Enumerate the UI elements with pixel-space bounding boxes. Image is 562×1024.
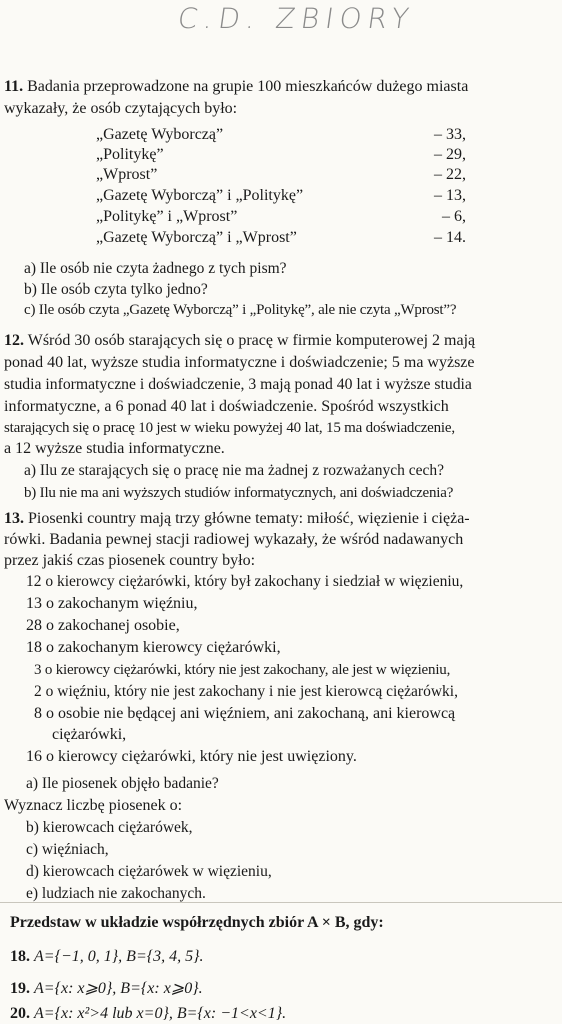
task-13-question-d: d) kierowcach ciężarówek w więzieniu, (26, 863, 272, 880)
journal-count: – 14. (434, 229, 466, 246)
song-item-continuation: ciężarówki, (52, 726, 127, 743)
task-13-number: 13. (4, 510, 24, 527)
song-item: 28 o zakochanej osobie, (26, 617, 180, 634)
task-20-number: 20. (10, 1005, 30, 1022)
task-12-number: 12. (4, 332, 24, 349)
journal-name: „Wprost” (96, 166, 158, 183)
task-11-line-2: wykazały, że osób czytających było: (4, 100, 238, 117)
task-13-instruction: Wyznacz liczbę piosenek o: (4, 797, 183, 814)
task-13-question-e: e) ludziach nie zakochanych. (26, 885, 206, 902)
task-11-question-a: a) Ile osób nie czyta żadnego z tych pism? (24, 260, 287, 277)
journal-name: „Politykę” i „Wprost” (96, 208, 238, 225)
task-12-question-a: a) Ilu ze starających się o pracę nie ma żadnej z rozważanych cech? (24, 462, 444, 479)
section-heading: Przedstaw w układzie współrzędnych zbiór A × B, gdy: (10, 914, 384, 931)
task-20 (10, 1005, 286, 1023)
task-13-line-2: rówki. Badania pewnej stacji radiowej wykazały, że wśród nadawanych (4, 531, 464, 548)
task-13-line-3: przez jakiś czas piosenek country było: (4, 552, 256, 569)
task-11-text: Badania przeprowadzone na grupie 100 mieszkańców dużego miasta (27, 78, 469, 95)
task-12-line-6: a 12 wyższe studia informatyczne. (4, 440, 225, 457)
song-item: 18 o zakochanym kierowcy ciężarówki, (26, 639, 281, 656)
journal-count: – 13, (434, 187, 466, 204)
song-item: 16 o kierowcy ciężarówki, który nie jest uwięziony. (26, 748, 357, 765)
journal-count: – 22, (434, 166, 466, 183)
task-13-text: Piosenki country mają trzy główne tematy: miłość, więzienie i cięża- (28, 510, 470, 527)
song-item: 13 o zakochanym więźniu, (26, 595, 198, 612)
task-18-text: A={−1, 0, 1}, B={3, 4, 5}. (34, 948, 204, 965)
task-12-text: Wśród 30 osób starających się o pracę w firmie komputerowej 2 mają (27, 332, 476, 349)
handwritten-note: C.D. ZBIORY (175, 2, 417, 35)
task-20-text: A={x: x²>4 lub x=0}, B={x: −1<x<1}. (34, 1005, 287, 1022)
task-19 (10, 978, 203, 998)
task-18-number: 18. (10, 948, 30, 965)
task-12-line-4: informatyczne, a 6 ponad 40 lat i doświadczenie. Spośród wszystkich (4, 398, 449, 415)
song-item: 8 o osobie nie będącej ani więźniem, ani zakochaną, ani kierowcą (34, 705, 456, 722)
task-13-line-1 (4, 508, 558, 530)
task-12-line-1 (4, 330, 558, 352)
task-11-line-1 (4, 76, 558, 98)
task-12-line-5: starających się o pracę 10 jest w wieku powyżej 40 lat, 15 ma doświadczenie, (4, 420, 455, 436)
song-item: 12 o kierowcy ciężarówki, który był zakochany i siedział w więzieniu, (26, 573, 464, 590)
task-18 (10, 948, 204, 966)
task-13-question-b: b) kierowcach ciężarówek, (26, 819, 193, 836)
task-12-line-2: ponad 40 lat, wyższe studia informatyczne i doświadczenie; 5 ma wyższe (4, 354, 475, 371)
task-19-number: 19. (10, 980, 30, 997)
journal-count: – 29, (434, 146, 466, 163)
journal-count: – 33, (434, 126, 466, 143)
song-item: 3 o kierowcy ciężarówki, który nie jest zakochany, ale jest w więzieniu, (34, 662, 451, 678)
task-19-text: A={x: x⩾0}, B={x: x⩾0}. (34, 980, 203, 997)
task-11-question-b: b) Ile osób czyta tylko jedno? (24, 281, 208, 298)
task-13-question-c: c) więźniach, (26, 841, 109, 858)
task-12-line-3: studia informatyczne i doświadczenie, 3 mają ponad 40 lat i wyższe studia (4, 376, 472, 393)
task-11-number: 11. (4, 78, 24, 95)
section-divider (0, 902, 562, 903)
task-11-question-c: c) Ile osób czyta „Gazetę Wyborczą” i „Politykę”, ale nie czyta „Wprost”? (24, 302, 457, 318)
journal-name: „Politykę” (96, 146, 164, 163)
journal-name: „Gazetę Wyborczą” (96, 126, 224, 143)
task-13-question-a: a) Ile piosenek objęło badanie? (26, 775, 219, 792)
journal-count: – 6, (442, 208, 466, 225)
song-item: 2 o więźniu, który nie jest zakochany i nie jest kierowcą ciężarówki, (34, 683, 458, 700)
journal-name: „Gazetę Wyborczą” i „Politykę” (96, 187, 304, 204)
task-12-question-b: b) Ilu nie ma ani wyższych studiów informatycznych, ani doświadczenia? (24, 485, 454, 501)
journal-name: „Gazetę Wyborczą” i „Wprost” (96, 229, 297, 246)
